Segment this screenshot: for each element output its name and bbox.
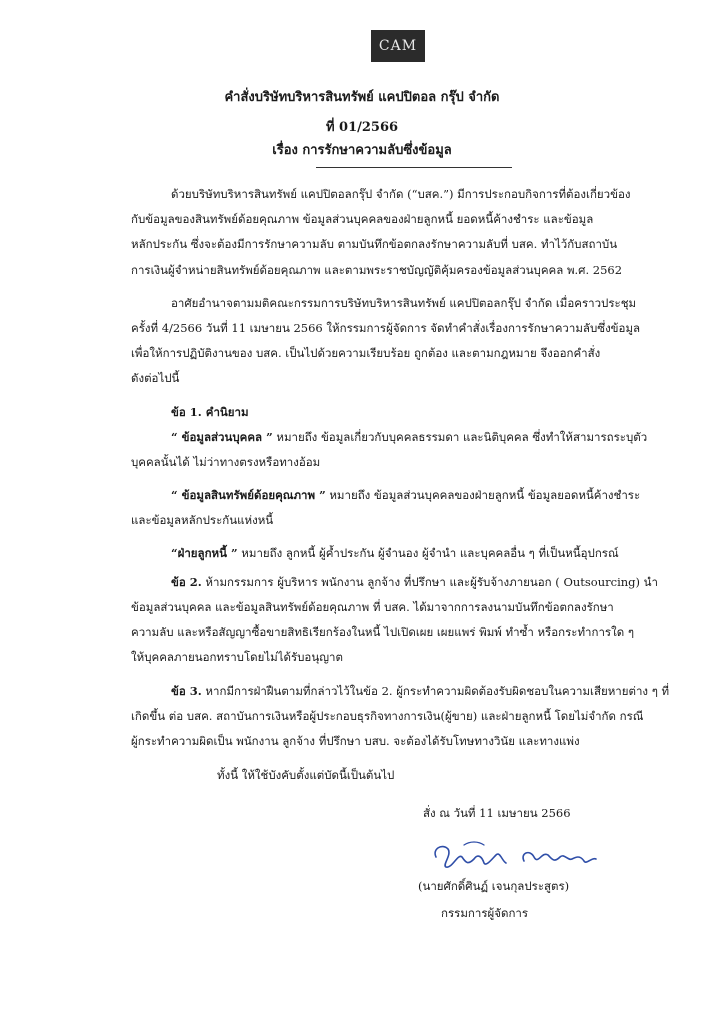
paragraph-1-line: การเงินผู้จำหน่ายสินทรัพย์ด้อยคุณภาพ และตามพระราชบัญญัติคุ้มครองข้อมูลส่วนบุคคล พ.ศ. 2562 (131, 263, 623, 277)
paragraph-2-line: อาศัยอำนาจตามมติคณะกรรมการบริษัทบริหารสินทรัพย์ แคปปิตอลกรุ๊ป จำกัด เมื่อคราวประชุม (171, 296, 637, 310)
definition-2 (171, 490, 640, 502)
signer-position: กรรมการผู้จัดการ (441, 906, 529, 920)
paragraph-2-line: เพื่อให้การปฏิบัติงานของ บสค. เป็นไปด้วยความเรียบร้อย ถูกต้อง และตามกฎหมาย จึงออกคำสั่ง (131, 346, 601, 360)
clause-3-line: เกิดขึ้น ต่อ บสค. สถาบันการเงินหรือผู้ประกอบธุรกิจทางการเงิน(ผู้ขาย) และฝ่ายลูกหนี้ โดยไม่จำกัด กรณี (131, 709, 644, 723)
handwritten-signature (424, 835, 604, 875)
definition-2-line: และข้อมูลหลักประกันแห่งหนี้ (131, 513, 274, 527)
logo-text: CAM (378, 38, 418, 54)
signer-name: (นายศักดิ์ศินฏ์ เจนกุลประสูตร) (418, 879, 570, 893)
clause-2-heading: ข้อ 2. (171, 575, 202, 589)
clause-3-heading: ข้อ 3. (171, 684, 202, 698)
paragraph-1-line: หลักประกัน ซึ่งจะต้องมีการรักษาความลับ ตามบันทึกข้อตกลงรักษาความลับที่ บสค. ทำไว้กับสถาบัน (131, 237, 618, 251)
effective-statement: ทั้งนี้ ให้ใช้บังคับตั้งแต่บัดนี้เป็นต้นไป (217, 768, 395, 782)
definition-2-term: “ ข้อมูลสินทรัพย์ด้อยคุณภาพ ” (171, 488, 326, 502)
clause-1-heading: ข้อ 1. คำนิยาม (171, 405, 249, 419)
definition-2-text: หมายถึง ข้อมูลส่วนบุคคลของฝ่ายลูกหนี้ ข้อมูลยอดหนี้ค้างชำระ (325, 488, 641, 502)
definition-1-term: “ ข้อมูลส่วนบุคคล ” (171, 430, 273, 444)
definition-1-line: บุคคลนั้นได้ ไม่ว่าทางตรงหรือทางอ้อม (131, 455, 321, 469)
clause-2 (171, 577, 658, 589)
clause-3-text: หากมีการฝ่าฝืนตามที่กล่าวไว้ในข้อ 2. ผู้กระทำความผิดต้องรับผิดชอบในความเสียหายต่าง ๆ ที่ (201, 684, 670, 698)
clause-3 (171, 686, 669, 698)
clause-2-line: ความลับ และหรือสัญญาซื้อขายสิทธิเรียกร้องในหนี้ ไปเปิดเผย เผยแพร่ พิมพ์ ทำซ้ำ หรือกระทำการใด ๆ (131, 625, 634, 639)
document-title: คำสั่งบริษัทบริหารสินทรัพย์ แคปปิตอล กรุ๊ป จำกัด (224, 90, 500, 105)
definition-3 (171, 548, 619, 560)
company-logo (371, 30, 425, 62)
title-underline (316, 167, 512, 168)
paragraph-2-line: ดังต่อไปนี้ (131, 371, 180, 385)
definition-3-text: หมายถึง ลูกหนี้ ผู้ค้ำประกัน ผู้จำนอง ผู้จำนำ และบุคคลอื่น ๆ ที่เป็นหนี้อุปกรณ์ (237, 546, 619, 560)
signed-date: สั่ง ณ วันที่ 11 เมษายน 2566 (423, 806, 571, 820)
clause-2-line: ให้บุคคลภายนอกทราบโดยไม่ได้รับอนุญาต (131, 650, 343, 664)
clause-2-line: ข้อมูลส่วนบุคคล และข้อมูลสินทรัพย์ด้อยคุณภาพ ที่ บสค. ได้มาจากการลงนามบันทึกข้อตกลงรักษา (131, 600, 614, 614)
definition-1-text: หมายถึง ข้อมูลเกี่ยวกับบุคคลธรรมดา และนิติบุคคล ซึ่งทำให้สามารถระบุตัว (272, 430, 648, 444)
definition-1 (171, 432, 647, 444)
clause-3-line: ผู้กระทำความผิดเป็น พนักงาน ลูกจ้าง ที่ปรึกษา บสบ. จะต้องได้รับโทษทางวินัย และทางแพ่ง (131, 734, 580, 748)
document-number: ที่ 01/2566 (325, 120, 399, 135)
paragraph-2-line: ครั้งที่ 4/2566 วันที่ 11 เมษายน 2566 ให้กรรมการผู้จัดการ จัดทำคำสั่งเรื่องการรักษาความลับซึ่งข้อมูล (131, 321, 641, 335)
document-subject: เรื่อง การรักษาความลับซึ่งข้อมูล (272, 143, 452, 158)
clause-2-text: ห้ามกรรมการ ผู้บริหาร พนักงาน ลูกจ้าง ที่ปรึกษา และผู้รับจ้างภายนอก ( Outsourcing) นำ (201, 575, 658, 589)
definition-3-term: “ฝ่ายลูกหนี้ ” (171, 546, 238, 560)
paragraph-1-line: กับข้อมูลของสินทรัพย์ด้อยคุณภาพ ข้อมูลส่วนบุคคลของฝ่ายลูกหนี้ ยอดหนี้ค้างชำระ และข้อมูล (131, 212, 594, 226)
paragraph-1-line: ด้วยบริษัทบริหารสินทรัพย์ แคปปิตอลกรุ๊ป จำกัด (“บสค.”) มีการประกอบกิจการที่ต้องเกี่ยวข้อง (171, 187, 631, 201)
